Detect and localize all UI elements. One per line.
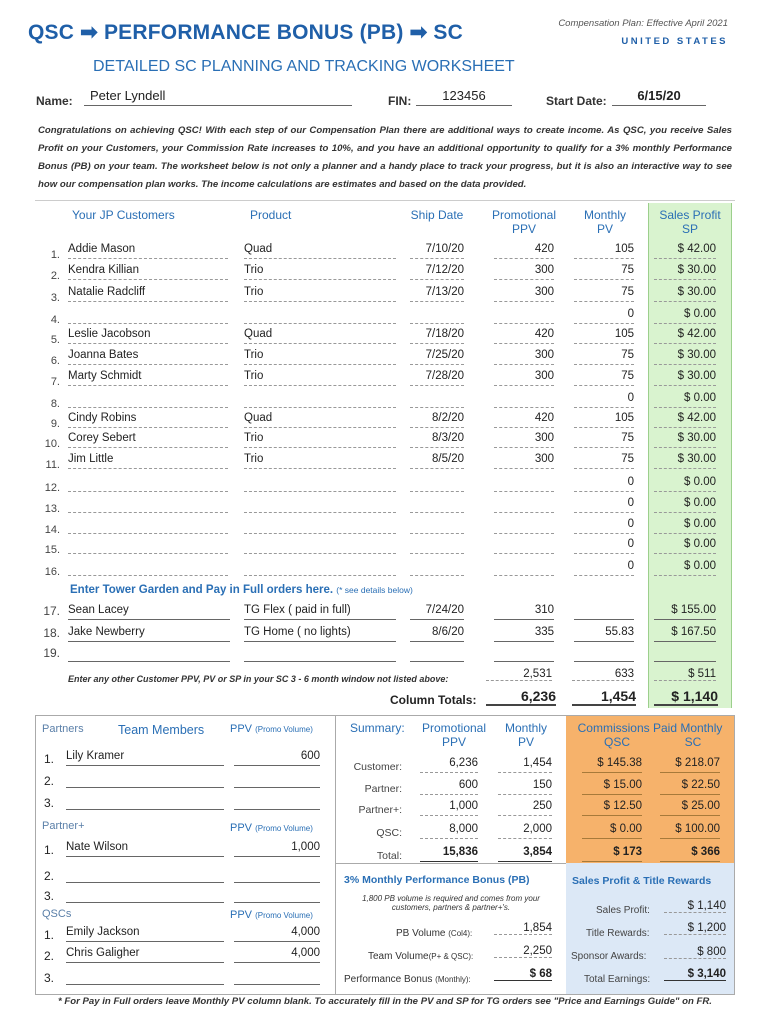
promo-ppv[interactable]: 300 <box>494 432 554 448</box>
team-member-ppv[interactable] <box>234 772 320 788</box>
summary-monthly-head: Monthly PV <box>504 721 548 749</box>
commission-sc: $ 218.07 <box>660 757 720 773</box>
row-number: 3. <box>44 889 55 903</box>
sales-profit: $ 0.00 <box>654 538 716 554</box>
commission-qsc: $ 12.50 <box>582 800 642 816</box>
footer-note: * For Pay in Full orders leave Monthly PV column blank. To accurately fill in the PV and SP for TG orders see "Price and Earnings Guide" on FR. <box>58 996 712 1007</box>
rewards-sp: $ 1,140 <box>664 900 726 913</box>
product[interactable]: Trio <box>244 453 396 469</box>
commissions-qsc-head: QSC <box>603 735 630 749</box>
start-date-label: Start Date: <box>546 94 607 108</box>
ship-date[interactable] <box>410 497 464 513</box>
customer-name[interactable]: Sean Lacey <box>68 604 230 620</box>
total-earnings-label: Total Earnings: <box>584 974 651 985</box>
summary-pv: 3,854 <box>498 846 552 862</box>
commission-qsc: $ 15.00 <box>582 779 642 795</box>
customer-name[interactable] <box>68 392 228 408</box>
team-member-name[interactable] <box>66 867 224 883</box>
summary-label: QSC: <box>376 827 402 839</box>
promo-ppv[interactable]: 300 <box>494 264 554 280</box>
promo-ppv[interactable] <box>494 518 554 534</box>
row-number: 1. <box>50 249 60 261</box>
bottom-divider <box>335 716 336 995</box>
pb-volume-label: PB Volume (Col4): <box>396 928 473 939</box>
summary-ppv: 15,836 <box>420 846 478 862</box>
sales-profit: $ 30.00 <box>654 453 716 469</box>
ship-date[interactable] <box>410 308 464 324</box>
sales-profit: $ 30.00 <box>654 264 716 280</box>
product[interactable] <box>244 308 396 324</box>
summary-ppv: 8,000 <box>420 823 478 839</box>
sales-profit: $ 30.00 <box>654 432 716 448</box>
ship-date[interactable] <box>410 538 464 554</box>
product[interactable] <box>244 392 396 408</box>
team-member-ppv[interactable]: 1,000 <box>234 841 320 857</box>
product[interactable] <box>244 560 396 576</box>
commission-sc: $ 366 <box>660 846 720 862</box>
product[interactable]: Trio <box>244 432 396 448</box>
sales-profit: $ 30.00 <box>654 286 716 302</box>
commissions-title: Commissions Paid Monthly <box>577 721 723 735</box>
ship-date[interactable] <box>410 518 464 534</box>
team-member-name[interactable] <box>66 969 224 985</box>
customer-name[interactable] <box>68 518 228 534</box>
row-number: 18. <box>43 626 60 640</box>
row-number: 5. <box>50 334 60 346</box>
pb-rule <box>336 863 566 864</box>
promo-ppv[interactable] <box>494 538 554 554</box>
totals-label: Column Totals: <box>390 693 477 707</box>
customer-name[interactable]: Joanna Bates <box>68 349 228 365</box>
summary-pv: 2,000 <box>498 823 552 839</box>
team-member-ppv[interactable]: 4,000 <box>234 926 320 942</box>
commission-qsc: $ 145.38 <box>582 757 642 773</box>
row-number: 1. <box>44 752 55 766</box>
team-member-name[interactable]: Lily Kramer <box>66 750 224 766</box>
product[interactable]: Trio <box>244 370 396 386</box>
customer-name[interactable]: Leslie Jacobson <box>68 328 228 344</box>
customer-name[interactable] <box>68 497 228 513</box>
other-pv[interactable]: 633 <box>572 668 634 681</box>
monthly-pv: 105 <box>574 243 634 259</box>
row-number: 2. <box>44 774 55 788</box>
product[interactable] <box>244 518 396 534</box>
ship-date[interactable]: 8/5/20 <box>410 453 464 469</box>
promo-ppv[interactable] <box>494 476 554 492</box>
promo-ppv[interactable] <box>494 497 554 513</box>
sales-profit[interactable]: $ 155.00 <box>654 604 716 620</box>
row-number: 19. <box>43 646 60 660</box>
customer-name[interactable]: Corey Sebert <box>68 432 228 448</box>
partner-plus-label: Partner+ <box>42 820 85 832</box>
total-earnings: $ 3,140 <box>664 968 726 981</box>
tower-heading: Enter Tower Garden and Pay in Full orders here. (* see details below) <box>70 584 413 596</box>
team-member-ppv[interactable] <box>234 969 320 985</box>
ppv-label-3: PPV (Promo Volume) <box>230 909 313 921</box>
monthly-pv: 75 <box>574 370 634 386</box>
other-sp[interactable]: $ 511 <box>654 668 716 681</box>
ppv-label-1: PPV (Promo Volume) <box>230 723 313 735</box>
row-number: 6. <box>50 355 60 367</box>
team-members-label: Team Members <box>118 723 205 737</box>
product[interactable]: Trio <box>244 264 396 280</box>
promo-ppv[interactable] <box>494 308 554 324</box>
rewards-title: Sales Profit & Title Rewards <box>572 875 712 887</box>
sales-profit: $ 0.00 <box>654 560 716 576</box>
team-member-name[interactable]: Emily Jackson <box>66 926 224 942</box>
team-volume-label: Team Volume(P+ & QSC): <box>368 951 474 962</box>
customer-name[interactable]: Kendra Killian <box>68 264 228 280</box>
summary-label: Summary: <box>350 721 405 735</box>
promo-ppv[interactable]: 335 <box>494 626 554 642</box>
intro-text: Congratulations on achieving QSC! With each step of our Compensation Plan there are additional ways to create income. As QSC, you receive Sales Profit on your Customers, your Commission Rate increases to 10%, and you have an additional opportunity to qualify for a 3% monthly Performance Bonus (PB) on your team. The worksheet below is not only a planner and a handy place to track your progress, but it is also an interactive way to see how our compensation plan works. The income calculations are estimates and based on the data provided. <box>38 125 732 190</box>
pb-title: 3% Monthly Performance Bonus (PB) <box>344 874 530 886</box>
other-ppv[interactable]: 2,531 <box>486 668 552 681</box>
row-number: 16. <box>44 566 60 578</box>
customer-name[interactable] <box>68 476 228 492</box>
table-top-rule <box>35 200 735 201</box>
page-title: QSC ➡ PERFORMANCE BONUS (PB) ➡ SC <box>28 21 463 44</box>
summary-ppv: 600 <box>420 779 478 795</box>
col-promo: Promotional PPV <box>491 208 557 236</box>
fin-field[interactable]: 123456 <box>416 88 512 106</box>
sales-profit: $ 0.00 <box>654 497 716 513</box>
ship-date[interactable]: 7/24/20 <box>410 604 464 620</box>
commission-sc: $ 25.00 <box>660 800 720 816</box>
name-field[interactable]: Peter Lyndell <box>84 88 352 106</box>
plan-effective: Compensation Plan: Effective April 2021 <box>558 18 728 29</box>
customer-name[interactable] <box>68 646 230 662</box>
monthly-pv: 105 <box>574 412 634 428</box>
team-member-ppv[interactable] <box>234 867 320 883</box>
sales-profit[interactable] <box>654 646 716 662</box>
team-member-name[interactable] <box>66 887 224 903</box>
row-number: 13. <box>44 503 60 515</box>
ship-date[interactable]: 8/2/20 <box>410 412 464 428</box>
row-number: 1. <box>44 843 55 857</box>
product[interactable]: Quad <box>244 328 396 344</box>
monthly-pv: 0 <box>574 538 634 554</box>
ship-date[interactable]: 7/25/20 <box>410 349 464 365</box>
summary-pv: 1,454 <box>498 757 552 773</box>
sales-profit: $ 0.00 <box>654 518 716 534</box>
ship-date[interactable]: 7/28/20 <box>410 370 464 386</box>
ship-date[interactable]: 7/12/20 <box>410 264 464 280</box>
rewards-sp-label: Sales Profit: <box>596 905 650 916</box>
ship-date[interactable] <box>410 392 464 408</box>
ship-date[interactable] <box>410 646 464 662</box>
team-member-ppv[interactable] <box>234 794 320 810</box>
col-ship-date: Ship Date <box>410 208 464 222</box>
monthly-pv[interactable] <box>574 646 634 662</box>
ship-date[interactable] <box>410 560 464 576</box>
product[interactable] <box>244 497 396 513</box>
title-rewards-label: Title Rewards: <box>586 928 650 939</box>
row-number: 10. <box>44 438 60 450</box>
row-number: 4. <box>50 314 60 326</box>
product[interactable]: Trio <box>244 286 396 302</box>
sales-profit: $ 42.00 <box>654 243 716 259</box>
ship-date[interactable]: 7/18/20 <box>410 328 464 344</box>
sales-profit[interactable]: $ 167.50 <box>654 626 716 642</box>
customer-name[interactable] <box>68 538 228 554</box>
customer-name[interactable]: Marty Schmidt <box>68 370 228 386</box>
row-number: 1. <box>44 928 55 942</box>
promo-ppv[interactable] <box>494 560 554 576</box>
pb-bonus: $ 68 <box>494 968 552 981</box>
team-member-name[interactable] <box>66 772 224 788</box>
partners-label: Partners <box>42 723 84 735</box>
monthly-pv[interactable] <box>574 604 634 620</box>
monthly-pv: 0 <box>574 560 634 576</box>
team-member-ppv[interactable]: 600 <box>234 750 320 766</box>
product[interactable] <box>244 646 396 662</box>
promo-ppv[interactable]: 300 <box>494 286 554 302</box>
row-number: 8. <box>50 398 60 410</box>
title-rewards: $ 1,200 <box>664 922 726 935</box>
pb-note: 1,800 PB volume is required and comes from your customers, partners & partner+'s. <box>362 894 540 912</box>
pb-bonus-label: Performance Bonus (Monthly): <box>344 974 471 985</box>
product[interactable]: TG Home ( no lights) <box>244 626 396 642</box>
commissions-sc-head: SC <box>684 735 702 749</box>
promo-ppv[interactable]: 420 <box>494 328 554 344</box>
commission-qsc: $ 0.00 <box>582 823 642 839</box>
col-monthly: Monthly PV <box>583 208 627 236</box>
summary-label: Partner: <box>364 783 402 795</box>
row-number: 2. <box>44 869 55 883</box>
monthly-pv: 0 <box>574 497 634 513</box>
monthly-pv: 0 <box>574 518 634 534</box>
team-member-name[interactable] <box>66 794 224 810</box>
monthly-pv: 75 <box>574 264 634 280</box>
customer-name[interactable]: Jim Little <box>68 453 228 469</box>
total-ppv: 6,236 <box>486 688 556 706</box>
team-member-name[interactable]: Chris Galigher <box>66 947 224 963</box>
ship-date[interactable]: 7/13/20 <box>410 286 464 302</box>
sales-profit: $ 42.00 <box>654 412 716 428</box>
sales-profit: $ 0.00 <box>654 392 716 408</box>
customer-name[interactable]: Jake Newberry <box>68 626 230 642</box>
row-number: 2. <box>44 949 55 963</box>
sales-profit: $ 30.00 <box>654 370 716 386</box>
worksheet-subtitle: DETAILED SC PLANNING AND TRACKING WORKSHEET <box>93 58 515 75</box>
sponsor-awards: $ 800 <box>664 946 726 959</box>
monthly-pv[interactable]: 55.83 <box>574 626 634 642</box>
customer-name[interactable]: Cindy Robins <box>68 412 228 428</box>
monthly-pv: 0 <box>574 392 634 408</box>
ship-date[interactable] <box>410 476 464 492</box>
sales-profit: $ 0.00 <box>654 476 716 492</box>
team-member-ppv[interactable]: 4,000 <box>234 947 320 963</box>
qsc-label: QSCs <box>42 908 72 920</box>
customer-name[interactable]: Natalie Radcliff <box>68 286 228 302</box>
promo-ppv[interactable] <box>494 646 554 662</box>
region-label: UNITED STATES <box>621 36 728 47</box>
monthly-pv: 0 <box>574 476 634 492</box>
product[interactable]: Quad <box>244 412 396 428</box>
monthly-pv: 0 <box>574 308 634 324</box>
name-label: Name: <box>36 94 73 108</box>
promo-ppv[interactable]: 420 <box>494 412 554 428</box>
summary-pv: 250 <box>498 800 552 816</box>
row-number: 9. <box>50 418 60 430</box>
promo-ppv[interactable]: 300 <box>494 453 554 469</box>
total-sp: $ 1,140 <box>654 688 718 706</box>
promo-ppv[interactable]: 310 <box>494 604 554 620</box>
team-member-name[interactable]: Nate Wilson <box>66 841 224 857</box>
promo-ppv[interactable]: 420 <box>494 243 554 259</box>
row-number: 3. <box>50 292 60 304</box>
total-pv: 1,454 <box>572 688 636 706</box>
monthly-pv: 75 <box>574 453 634 469</box>
row-number: 7. <box>50 376 60 388</box>
sales-profit: $ 42.00 <box>654 328 716 344</box>
summary-ppv: 6,236 <box>420 757 478 773</box>
fin-label: FIN: <box>388 94 412 108</box>
team-member-ppv[interactable] <box>234 887 320 903</box>
ppv-label-2: PPV (Promo Volume) <box>230 822 313 834</box>
sponsor-awards-label: Sponsor Awards: <box>571 951 647 962</box>
ship-date[interactable]: 8/3/20 <box>410 432 464 448</box>
promo-ppv[interactable]: 300 <box>494 349 554 365</box>
other-label: Enter any other Customer PPV, PV or SP in your SC 3 - 6 month window not listed above: <box>68 674 449 684</box>
promo-ppv[interactable]: 300 <box>494 370 554 386</box>
summary-ppv: 1,000 <box>420 800 478 816</box>
product[interactable] <box>244 476 396 492</box>
sales-profit: $ 0.00 <box>654 308 716 324</box>
customer-name[interactable]: Addie Mason <box>68 243 228 259</box>
commission-sc: $ 100.00 <box>660 823 720 839</box>
ship-date[interactable]: 8/6/20 <box>410 626 464 642</box>
row-number: 15. <box>44 544 60 556</box>
row-number: 3. <box>44 971 55 985</box>
row-number: 17. <box>43 604 60 618</box>
team-volume: 2,250 <box>494 945 552 958</box>
monthly-pv: 75 <box>574 286 634 302</box>
product[interactable] <box>244 538 396 554</box>
col-sales-profit: Sales Profit SP <box>659 208 721 236</box>
row-number: 2. <box>50 270 60 282</box>
row-number: 14. <box>44 524 60 536</box>
summary-label: Total: <box>376 850 402 862</box>
start-date-field[interactable]: 6/15/20 <box>612 88 706 106</box>
product[interactable]: Trio <box>244 349 396 365</box>
commission-qsc: $ 173 <box>582 846 642 862</box>
summary-label: Partner+: <box>358 804 402 816</box>
monthly-pv: 75 <box>574 432 634 448</box>
summary-pv: 150 <box>498 779 552 795</box>
promo-ppv[interactable] <box>494 392 554 408</box>
summary-label: Customer: <box>353 761 402 773</box>
col-customers: Your JP Customers <box>72 208 175 222</box>
customer-name[interactable] <box>68 308 228 324</box>
row-number: 3. <box>44 796 55 810</box>
monthly-pv: 105 <box>574 328 634 344</box>
sales-profit: $ 30.00 <box>654 349 716 365</box>
commission-sc: $ 22.50 <box>660 779 720 795</box>
ship-date[interactable]: 7/10/20 <box>410 243 464 259</box>
customer-name[interactable] <box>68 560 228 576</box>
col-product: Product <box>250 208 292 222</box>
row-number: 12. <box>44 482 60 494</box>
monthly-pv: 75 <box>574 349 634 365</box>
summary-promo-head: Promotional PPV <box>421 721 487 749</box>
product[interactable]: TG Flex ( paid in full) <box>244 604 396 620</box>
row-number: 11. <box>45 459 60 471</box>
product[interactable]: Quad <box>244 243 396 259</box>
pb-volume: 1,854 <box>494 922 552 935</box>
